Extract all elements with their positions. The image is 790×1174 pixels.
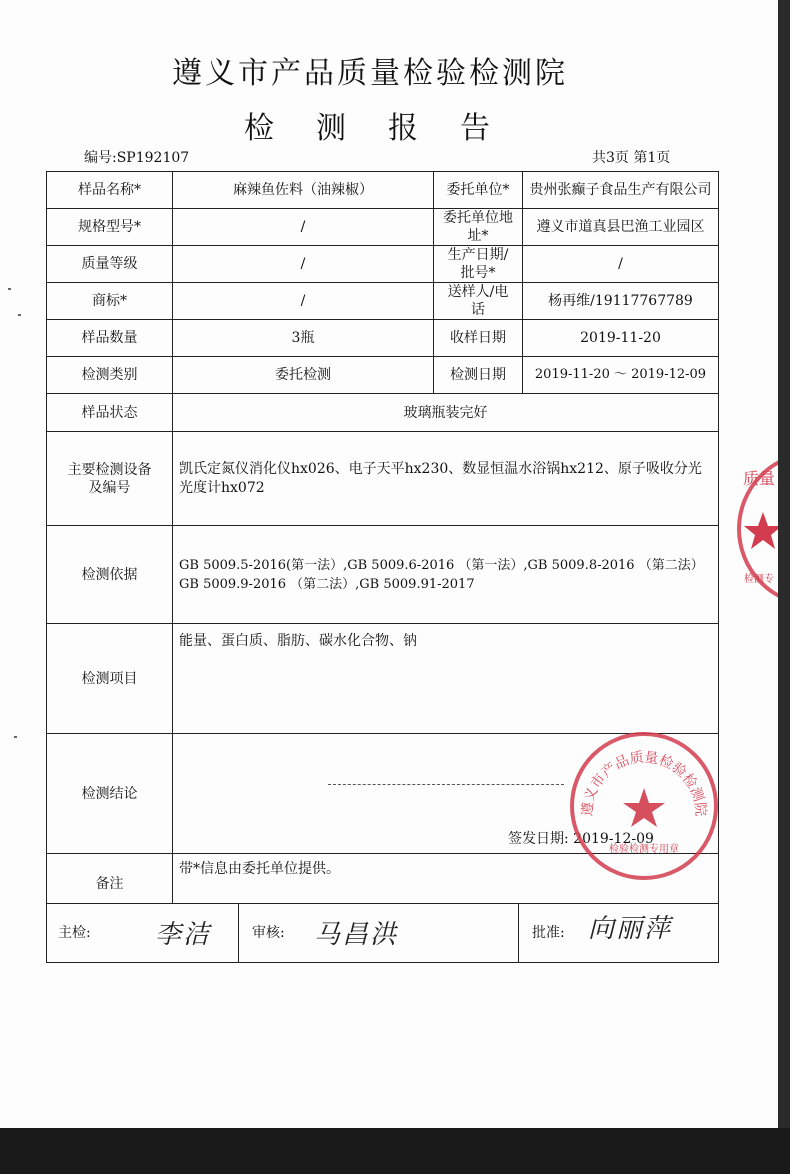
grade-value: /	[300, 256, 306, 272]
seal-bottom-text: 检验检测专用章	[609, 844, 679, 855]
production-date-label: 生产日期/批号*	[447, 247, 509, 281]
items-label: 检测项目	[81, 670, 138, 687]
basis-value: GB 5009.5-2016(第一法）,GB 5009.6-2016 （第一法）,GB 5009.8-2016 （第二法） GB 5009.9-2016 （第二法）,GB 5009.91-2017	[179, 557, 704, 592]
grade-label: 质量等级	[81, 256, 138, 272]
edge-seal-top-text: 质量	[743, 469, 776, 488]
scan-speck	[8, 288, 11, 290]
sender-value: 杨再维/19117767789	[548, 293, 693, 309]
reviewer-label: 审核:	[252, 925, 285, 941]
basis-label: 检测依据	[81, 566, 138, 583]
client-label: 委托单位*	[446, 182, 510, 198]
edge-seal	[735, 448, 778, 610]
inspector-label: 主检:	[58, 925, 91, 941]
scan-speck	[14, 736, 17, 738]
official-seal	[568, 730, 720, 882]
conclusion-dashed-line	[328, 784, 564, 785]
brand-value: /	[300, 293, 306, 309]
sample-name-value: 麻辣鱼佐料（油辣椒）	[233, 182, 373, 198]
client-address-value: 遵义市道真县巴渔工业园区	[536, 219, 705, 235]
report-title: 检测报告	[244, 111, 532, 146]
remark-value: 带*信息由委托单位提供。	[179, 861, 340, 877]
sender-label: 送样人/电话	[447, 284, 509, 318]
test-date-label: 检测日期	[450, 367, 506, 383]
equipment-value: 凯氏定氮仪消化仪hx026、电子天平hx230、数显恒温水浴锅hx212、原子吸收分光光度计hx072	[179, 460, 702, 496]
edge-seal-bottom-text: 检测专	[744, 574, 774, 585]
sample-name-label: 样品名称*	[78, 182, 141, 198]
test-type-label: 检测类别	[81, 367, 138, 383]
approver-label: 批准:	[532, 925, 565, 941]
production-date-value: /	[618, 256, 623, 272]
test-date-value: 2019-11-20 ～ 2019-12-09	[534, 367, 707, 382]
seal-arc-text: 遵义市产品质量检验检测院	[579, 749, 709, 817]
sample-state-label: 样品状态	[81, 404, 138, 421]
spec-value: /	[300, 219, 306, 235]
receive-date-label: 收样日期	[450, 330, 506, 346]
brand-label: 商标*	[92, 293, 127, 309]
equipment-label: 主要检测设备及编号	[67, 461, 152, 496]
col-line	[518, 903, 519, 963]
test-type-value: 委托检测	[275, 367, 331, 383]
client-value: 贵州张癫子食品生产有限公司	[529, 182, 712, 198]
quantity-value: 3瓶	[291, 330, 315, 346]
issue-date-label: 签发日期:	[508, 831, 569, 847]
approver-signature: 向丽萍	[588, 914, 673, 944]
star-icon	[623, 788, 665, 827]
sample-state-value: 玻璃瓶装完好	[403, 404, 488, 421]
spec-label: 规格型号*	[78, 219, 141, 235]
report-number: 编号:SP192107	[84, 150, 190, 166]
page-edge-shadow	[778, 0, 790, 1128]
institute-title: 遵义市产品质量检验检测院	[172, 56, 568, 91]
star-icon	[744, 512, 778, 549]
issue-date-value: 2019-12-09	[573, 831, 654, 847]
table-border-bottom	[46, 962, 719, 963]
conclusion-label: 检测结论	[81, 785, 138, 802]
inspector-signature: 李洁	[155, 920, 212, 950]
remark-label: 备注	[95, 875, 124, 892]
receive-date-value: 2019-11-20	[580, 330, 661, 346]
col-line	[238, 903, 239, 963]
page-count: 共3页 第1页	[592, 150, 671, 166]
scan-speck	[18, 314, 21, 316]
row-line	[46, 903, 719, 904]
quantity-label: 样品数量	[81, 330, 138, 346]
items-value: 能量、蛋白质、脂肪、碳水化合物、钠	[179, 633, 417, 649]
client-address-label: 委托单位地址*	[443, 210, 513, 244]
reviewer-signature: 马昌洪	[314, 920, 399, 950]
